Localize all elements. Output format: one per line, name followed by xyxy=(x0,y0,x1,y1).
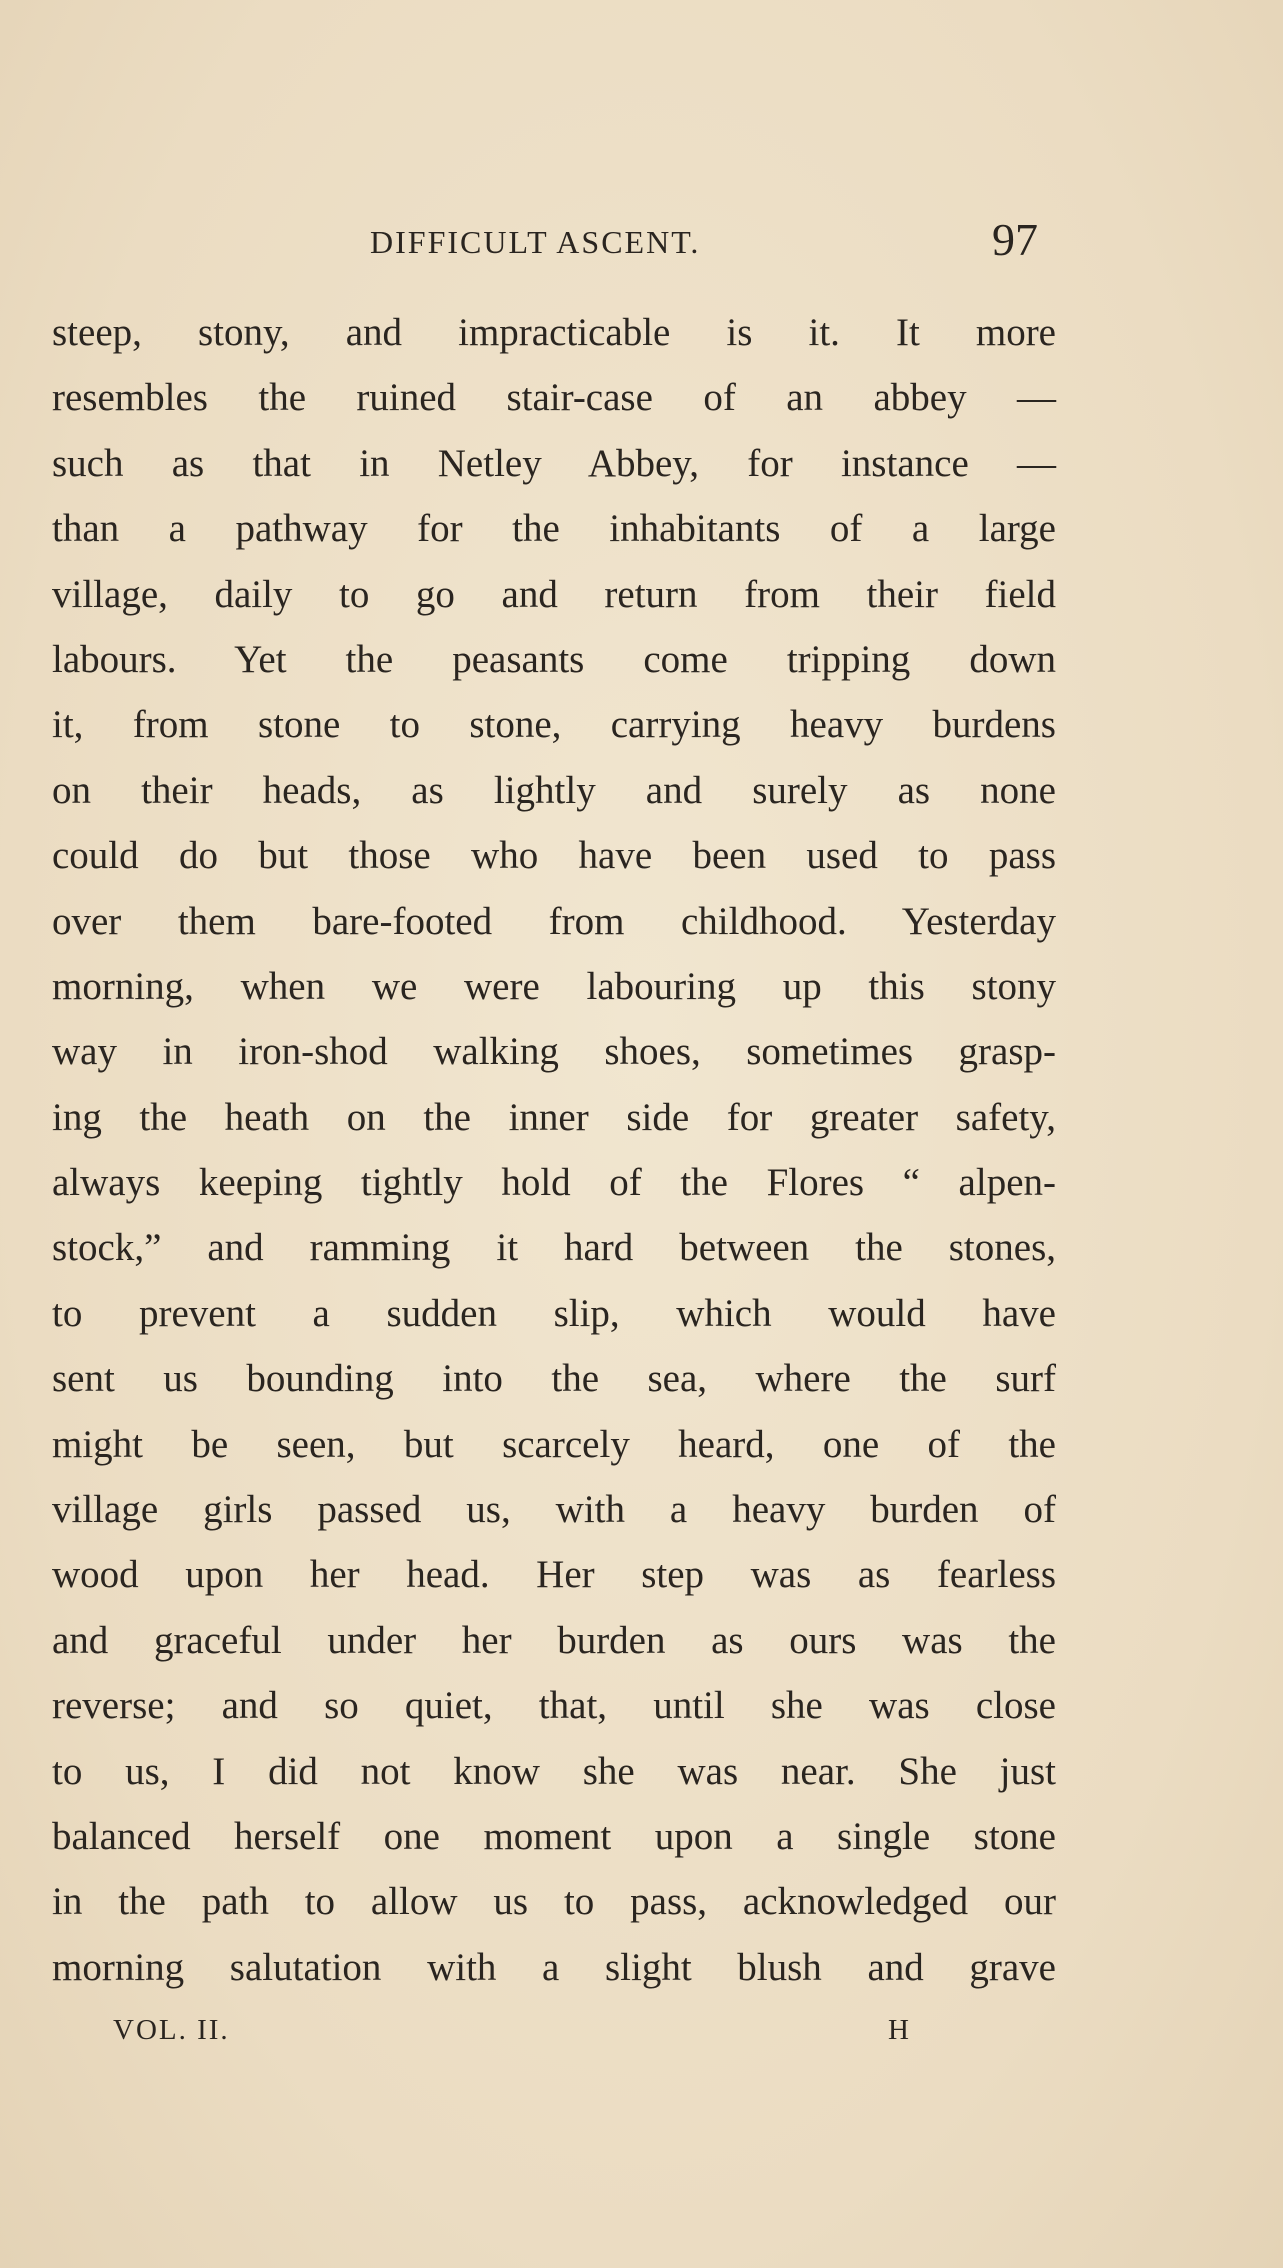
text-line: to prevent a sudden slip, which would have xyxy=(52,1291,1056,1335)
volume-label: VOL. II. xyxy=(113,2014,230,2046)
text-line: sent us bounding into the sea, where the surf xyxy=(52,1357,1056,1401)
text-line: balanced herself one moment upon a single stone xyxy=(52,1814,1056,1858)
signature-mark: H xyxy=(888,2014,909,2046)
text-line: ing the heath on the inner side for greater safety, xyxy=(52,1095,1056,1139)
text-line: might be seen, but scarcely heard, one of the xyxy=(52,1422,1056,1466)
text-line: wood upon her head. Her step was as fearless xyxy=(52,1553,1056,1597)
text-line: such as that in Netley Abbey, for instance — xyxy=(52,441,1056,485)
text-line: steep, stony, and impracticable is it. It more xyxy=(52,311,1056,354)
text-line: way in iron-shod walking shoes, sometimes grasp- xyxy=(52,1030,1056,1074)
text-line: always keeping tightly hold of the Flores “ alpen- xyxy=(52,1161,1056,1205)
text-line: in the path to allow us to pass, acknowledged our xyxy=(52,1880,1056,1924)
text-line: village girls passed us, with a heavy burden of xyxy=(52,1488,1056,1532)
body-text xyxy=(52,300,1056,2000)
text-line: over them bare-footed from childhood. Yesterday xyxy=(52,899,1056,943)
text-line: than a pathway for the inhabitants of a large xyxy=(52,507,1056,551)
text-line: it, from stone to stone, carrying heavy burdens xyxy=(52,703,1056,747)
page-number: 97 xyxy=(992,214,1038,265)
text-line: morning salutation with a slight blush and grave xyxy=(52,1945,1056,1989)
text-line: stock,” and ramming it hard between the stones, xyxy=(52,1226,1056,1270)
running-title: DIFFICULT ASCENT. xyxy=(370,224,701,260)
text-line: resembles the ruined stair-case of an abbey — xyxy=(52,376,1056,420)
text-line: labours. Yet the peasants come tripping down xyxy=(52,637,1056,681)
text-line: reverse; and so quiet, that, until she was close xyxy=(52,1684,1056,1728)
text-line: and graceful under her burden as ours was the xyxy=(52,1618,1056,1662)
text-line: on their heads, as lightly and surely as none xyxy=(52,768,1056,812)
text-line: to us, I did not know she was near. She just xyxy=(52,1749,1056,1793)
text-line: village, daily to go and return from their field xyxy=(52,572,1056,616)
text-line: could do but those who have been used to pass xyxy=(52,834,1056,878)
text-line: morning, when we were labouring up this stony xyxy=(52,964,1056,1008)
